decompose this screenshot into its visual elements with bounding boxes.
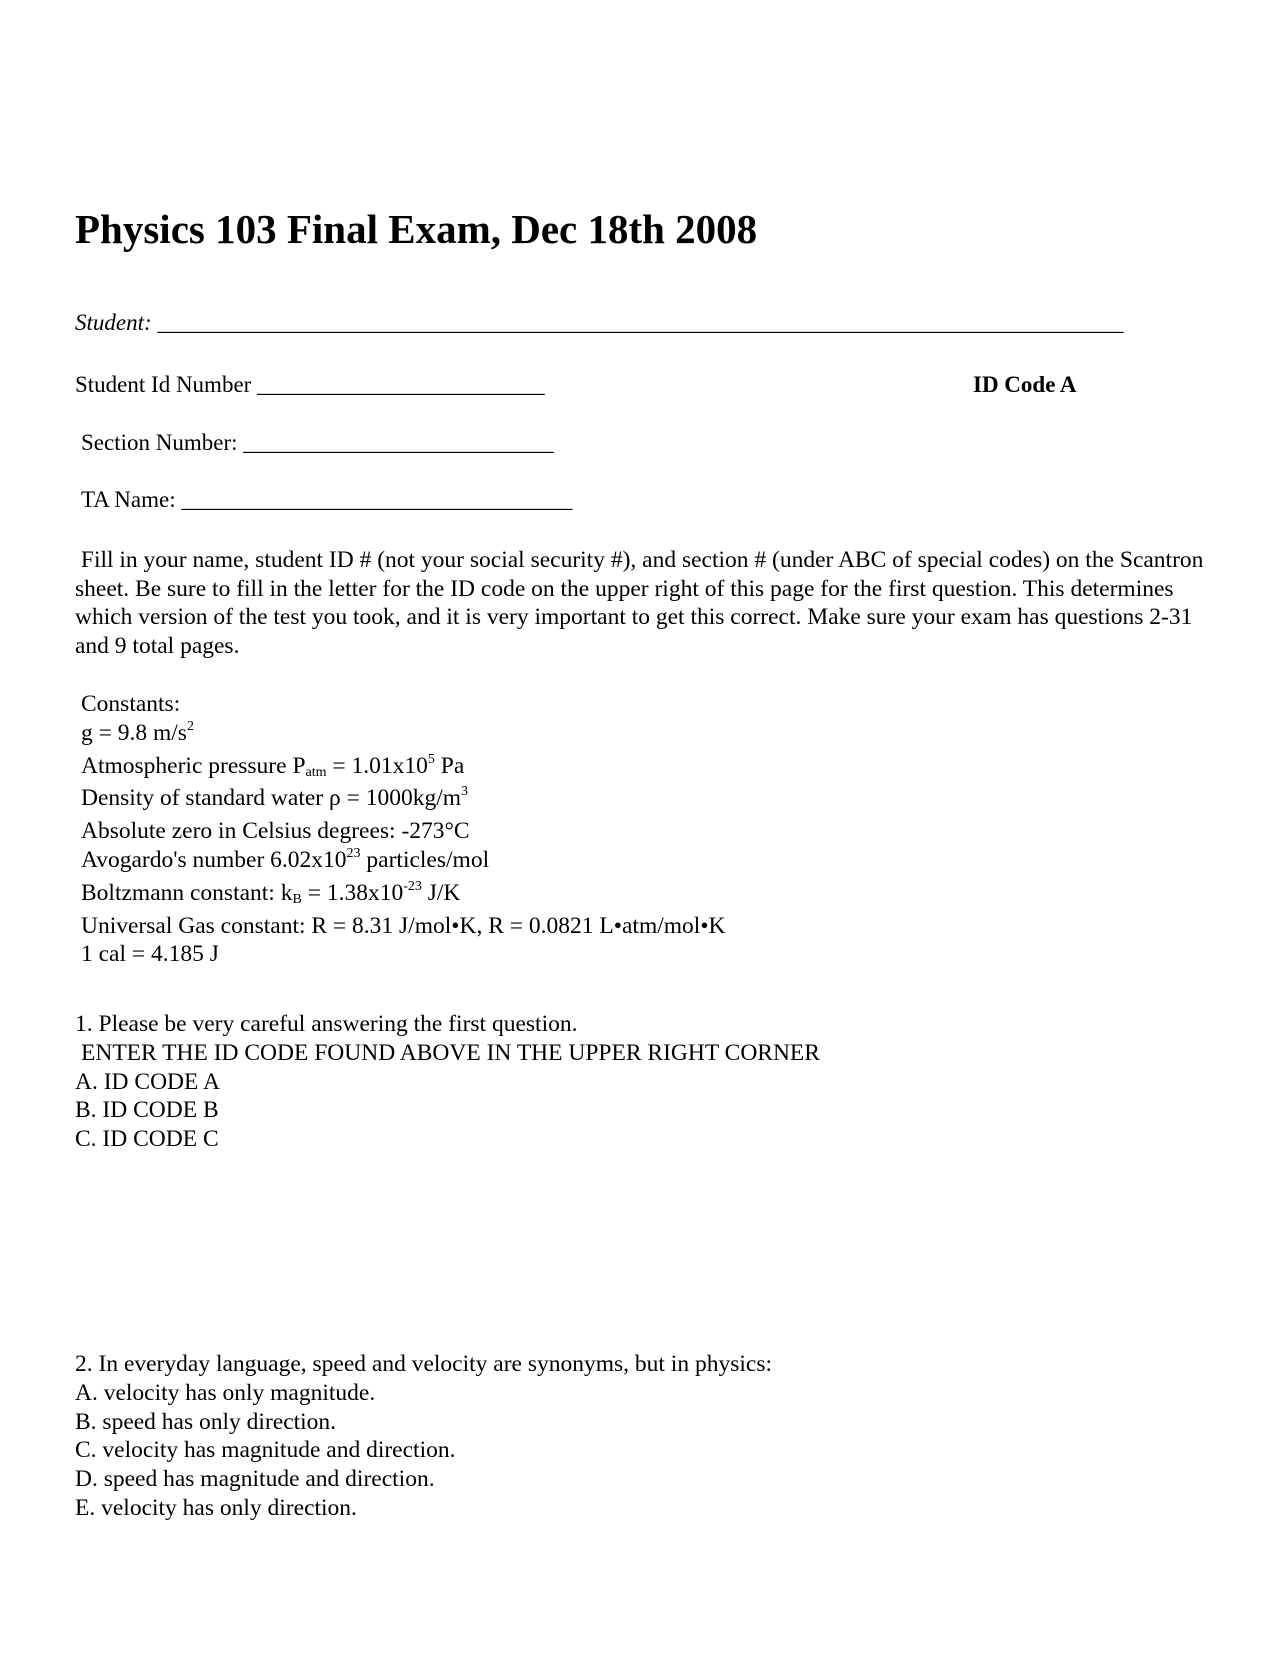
constant-gas: Universal Gas constant: R = 8.31 J/mol•K, R = 0.0821 L•atm/mol•K bbox=[81, 912, 726, 939]
student-id-row bbox=[75, 371, 545, 399]
constant-patm: Atmospheric pressure $P_{atm} = 1.01x10^5$ Pa bbox=[81, 751, 465, 780]
student-id-label: Student Id Number bbox=[75, 372, 252, 397]
answer-option[interactable]: B. speed has only direction. bbox=[75, 1408, 337, 1435]
answer-option[interactable]: A. velocity has only magnitude. bbox=[75, 1379, 376, 1406]
constant-g: g = 9.8 $m/s^2$ bbox=[81, 718, 194, 746]
question-2 bbox=[75, 1350, 772, 1523]
answer-option[interactable]: A. ID CODE A bbox=[75, 1068, 220, 1095]
student-name-line[interactable]: ____________________________________________________________________________________ bbox=[157, 310, 1124, 335]
student-id-line[interactable]: _________________________ bbox=[257, 372, 545, 397]
id-code: ID Code A bbox=[973, 372, 1077, 397]
constant-abszero: Absolute zero in Celsius degrees: -273°C bbox=[81, 818, 470, 845]
section-line[interactable]: ___________________________ bbox=[243, 430, 554, 455]
constant-density: Density of standard water $\rho = 1000kg/m^3$ bbox=[81, 784, 469, 812]
student-name-row bbox=[75, 309, 1123, 337]
constant-boltzmann: Boltzmann constant: $k_B = 1.38x10^{-23}$ J/K bbox=[81, 878, 461, 907]
constants-block bbox=[81, 690, 726, 969]
answer-option[interactable]: D. speed has magnitude and direction. bbox=[75, 1466, 435, 1493]
ta-label: TA Name: bbox=[81, 487, 176, 512]
question-stem: 2. In everyday language, speed and velocity are synonyms, but in physics: bbox=[75, 1351, 772, 1377]
answer-option[interactable]: C. velocity has magnitude and direction. bbox=[75, 1437, 456, 1464]
section-label: Section Number: bbox=[81, 430, 238, 455]
answer-option[interactable]: E. velocity has only direction. bbox=[75, 1494, 357, 1521]
question-note: ENTER THE ID CODE FOUND ABOVE IN THE UPPER RIGHT CORNER bbox=[81, 1039, 820, 1066]
constant-avogadro: Avogardo's number $6.02x10^{23}$ particles/mol bbox=[81, 845, 490, 873]
question-1 bbox=[75, 1010, 820, 1154]
question-stem: 1. Please be very careful answering the first question. bbox=[75, 1011, 578, 1037]
ta-row bbox=[81, 486, 572, 514]
instructions: Fill in your name, student ID # (not your social security #), and section # (under ABC of special codes) on the Scantron sheet. Be sure to fill in the letter for the ID code on the upper right of this page for the first question. This determines which version of the test you took, and it is very important to get this correct. Make sure your exam has questions 2-31 and 9 total pages. bbox=[75, 547, 1204, 659]
student-label: Student: bbox=[75, 310, 152, 335]
ta-line[interactable]: __________________________________ bbox=[181, 487, 573, 512]
constant-cal: 1 cal = 4.185 J bbox=[81, 941, 219, 968]
answer-option[interactable]: C. ID CODE C bbox=[75, 1126, 219, 1153]
section-row bbox=[81, 429, 554, 457]
constants-header: Constants: bbox=[81, 691, 181, 717]
answer-option[interactable]: B. ID CODE B bbox=[75, 1097, 219, 1124]
page-title: Physics 103 Final Exam, Dec 18th 2008 bbox=[75, 206, 758, 252]
